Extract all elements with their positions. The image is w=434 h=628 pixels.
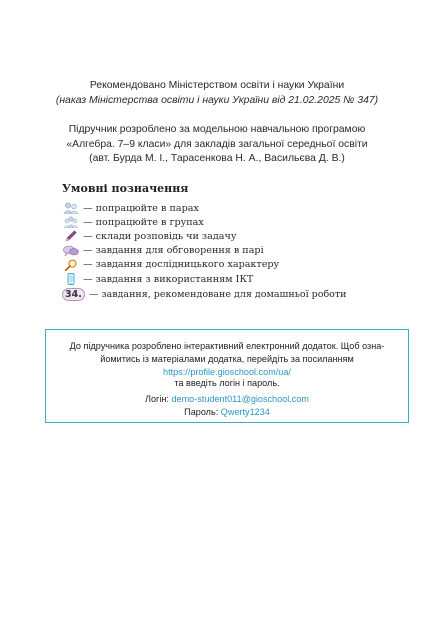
legend-label: — попрацюйте в групах bbox=[83, 216, 204, 228]
legend-item-story bbox=[62, 229, 422, 243]
pencil-icon bbox=[62, 230, 79, 242]
legend-item-ict bbox=[62, 272, 422, 286]
legend-item-groups bbox=[62, 215, 422, 229]
legend-item-homework bbox=[62, 287, 422, 301]
login-row bbox=[54, 393, 400, 406]
legend-title: Умовні позначення bbox=[62, 182, 189, 195]
recommendation-block bbox=[20, 78, 414, 108]
addon-text-line: До підручника розроблено інтерактивний електронний додаток. Щоб озна- bbox=[69, 341, 385, 351]
decree-line: (наказ Міністерства освіти і науки України від 21.02.2025 № 347) bbox=[55, 95, 379, 106]
exercise-number-badge: 34. bbox=[62, 288, 85, 301]
legend bbox=[62, 182, 422, 301]
password-label: Пароль: bbox=[184, 406, 219, 417]
interactive-addon-box bbox=[45, 329, 409, 423]
textbook-info-block bbox=[20, 123, 414, 167]
password-row bbox=[54, 406, 400, 419]
legend-label: — завдання з використанням ІКТ bbox=[83, 273, 254, 285]
addon-description bbox=[54, 340, 400, 378]
group-work-icon bbox=[62, 216, 79, 228]
login-label: Логін: bbox=[145, 394, 169, 404]
discussion-icon bbox=[62, 245, 79, 257]
password-value[interactable]: Qwerty1234 bbox=[220, 406, 270, 417]
program-line: Підручник розроблено за модельною навчальною програмою bbox=[68, 124, 366, 135]
legend-label: — попрацюйте в парах bbox=[83, 202, 199, 214]
authors-line: (авт. Бурда М. І., Тарасенкова Н. А., Васильєва Д. В.) bbox=[89, 153, 345, 164]
recommendation-line: Рекомендовано Міністерством освіти і науки України bbox=[89, 80, 345, 91]
login-value[interactable]: demo-student011@gioschool.com bbox=[171, 394, 309, 404]
legend-label: — склади розповідь чи задачу bbox=[83, 230, 237, 242]
legend-item-research bbox=[62, 258, 422, 272]
legend-item-discussion bbox=[62, 244, 422, 258]
credentials bbox=[54, 393, 400, 419]
magnifier-icon bbox=[62, 259, 79, 271]
pair-work-icon bbox=[62, 202, 79, 214]
addon-link[interactable]: https://profile.gioschool.com/ua/ bbox=[163, 366, 291, 377]
legend-label: — завдання дослідницького характеру bbox=[83, 259, 280, 271]
login-prompt: та введіть логін і пароль. bbox=[174, 378, 280, 388]
legend-item-pairs bbox=[62, 201, 422, 215]
program-title-line: «Алгебра. 7–9 класи» для закладів загальної середньої освіти bbox=[66, 138, 368, 150]
addon-text-line: йомитись із матеріалами додатка, перейдіть за посиланням bbox=[100, 353, 354, 364]
legend-label: — завдання для обговорення в парі bbox=[83, 245, 264, 257]
smartphone-icon bbox=[62, 273, 79, 285]
legend-label: — завдання, рекомендоване для домашньої роботи bbox=[88, 288, 347, 300]
